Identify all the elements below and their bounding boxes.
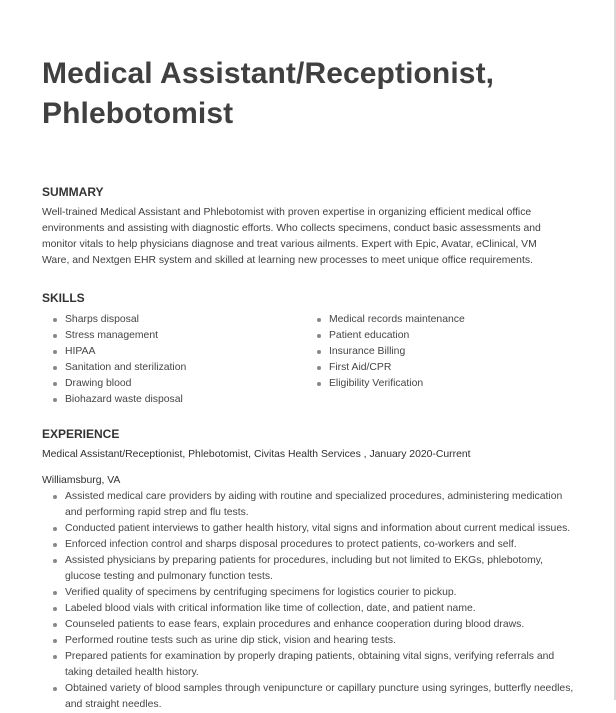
skill-item-sharps-disposal: Sharps disposal bbox=[50, 312, 300, 328]
skills-heading: SKILLS bbox=[42, 291, 85, 305]
experience-bullet-counseled-patients: Counseled patients to ease fears, explain procedures and enhance cooperation during blood draws. bbox=[50, 617, 575, 633]
resume-title: Medical Assistant/Receptionist, Phlebotomist bbox=[42, 57, 495, 130]
skill-item-eligibility-verification: Eligibility Verification bbox=[314, 376, 564, 392]
experience-bullet-list bbox=[42, 489, 575, 713]
summary-text: Well-trained Medical Assistant and Phlebotomist with proven expertise in organizing efficient medical office environments and assisting with diagnostic efforts. Who collects specimens, conduct basic assessments and monitor vitals to help physicians diagnose and treat various ailments. Expert with Epic, Avatar, eClinical, VM Ware, and Nextgen EHR system and skilled at learning new processes to meet unique office requirements. bbox=[42, 207, 541, 266]
experience-bullet-routine-tests: Performed routine tests such as urine dip stick, vision and hearing tests. bbox=[50, 633, 575, 649]
skill-item-drawing-blood: Drawing blood bbox=[50, 376, 300, 392]
experience-bullet-assisted-medical-care: Assisted medical care providers by aiding with routine and specialized procedures, administering medication and performing rapid strep and flu tests. bbox=[50, 489, 575, 521]
experience-bullet-prepared-for-procedures: Assisted physicians by preparing patients for procedures, including but not limited to EKGs, phlebotomy, glucose testing and pulmonary function tests. bbox=[50, 553, 575, 585]
skill-item-patient-education: Patient education bbox=[314, 328, 564, 344]
skill-item-biohazard-waste-disposal: Biohazard waste disposal bbox=[50, 392, 300, 408]
skill-item-medical-records-maintenance: Medical records maintenance bbox=[314, 312, 564, 328]
skill-item-insurance-billing: Insurance Billing bbox=[314, 344, 564, 360]
resume-content bbox=[42, 54, 572, 713]
skill-item-hipaa: HIPAA bbox=[50, 344, 300, 360]
experience-bullet-patient-interviews: Conducted patient interviews to gather health history, vital signs and information about current medical issues. bbox=[50, 521, 575, 537]
experience-bullet-obtained-blood-samples: Obtained variety of blood samples through venipuncture or capillary puncture using syringes, butterfly needles, and straight needles. bbox=[50, 681, 575, 713]
summary-section bbox=[42, 184, 572, 269]
experience-bullet-prepared-for-examination: Prepared patients for examination by properly draping patients, obtaining vital signs, verifying referrals and taking detailed health history. bbox=[50, 649, 575, 681]
skill-item-first-aid-cpr: First Aid/CPR bbox=[314, 360, 564, 376]
job-title-line: Medical Assistant/Receptionist, Phlebotomist, Civitas Health Services , January 2020-Current bbox=[42, 449, 471, 460]
experience-heading: EXPERIENCE bbox=[42, 427, 120, 441]
skills-section bbox=[42, 290, 572, 408]
skills-right-list bbox=[314, 312, 564, 392]
experience-bullet-verified-specimens: Verified quality of specimens by centrifuging specimens for logistics courier to pickup. bbox=[50, 585, 575, 601]
skill-item-sanitation-and-sterilization: Sanitation and sterilization bbox=[50, 360, 300, 376]
skill-item-stress-management: Stress management bbox=[50, 328, 300, 344]
skills-left-list bbox=[50, 312, 300, 408]
summary-heading: SUMMARY bbox=[42, 185, 104, 199]
experience-bullet-infection-control: Enforced infection control and sharps disposal procedures to protect patients, co-workers and self. bbox=[50, 537, 575, 553]
experience-bullet-labeled-blood-vials: Labeled blood vials with critical information like time of collection, date, and patient name. bbox=[50, 601, 575, 617]
experience-section bbox=[42, 426, 572, 713]
job-location: Williamsburg, VA bbox=[42, 475, 121, 487]
